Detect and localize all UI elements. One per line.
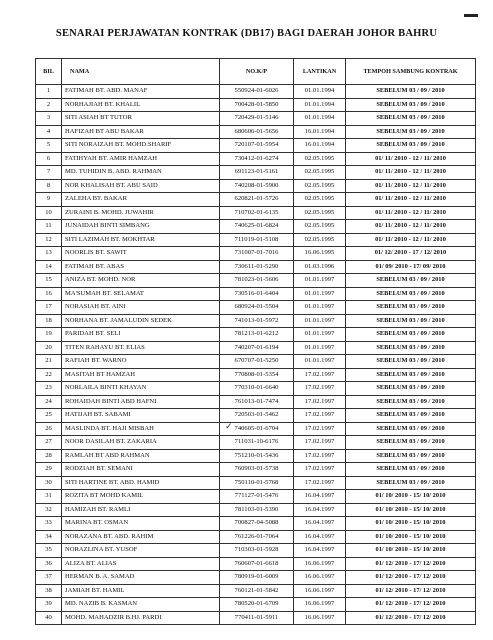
cell-bil: 28 [36,449,62,463]
table-row [36,422,476,436]
table-row [36,85,476,99]
table-row [36,247,476,261]
cell-bil: 12 [36,233,62,247]
cell-nama: RAMLAH BT ABD RAHMAN [62,449,220,463]
cell-bil: 26 [36,422,62,436]
cell-lantikan: 17.02.1997 [294,368,346,382]
cell-tempoh: 01/ 09/ 2010 - 17/ 09/ 2010 [346,260,476,274]
cell-tempoh: 01/ 11/ 2010 - 12 / 11/ 2010 [346,166,476,180]
cell-bil: 27 [36,436,62,450]
cell-lantikan: 01.03.1996 [294,260,346,274]
table-row [36,395,476,409]
cell-tempoh: 01/ 11/ 2010 - 12 / 11/ 2010 [346,220,476,234]
cell-nama: MD. NAZIB B. KASMAN [62,598,220,612]
cell-nokp: 781023-01-5606 [220,274,294,288]
cell-nokp: 761013-01-7474 [220,395,294,409]
cell-lantikan: 16.06.1997 [294,598,346,612]
cell-nama: ZURAINI B. MOHD. JUWAHIR [62,206,220,220]
table-row [36,112,476,126]
cell-tempoh: 01/ 12/ 2010 - 17/ 12/ 2010 [346,571,476,585]
table-row [36,193,476,207]
cell-nokp: 720503-01-5462 [220,409,294,423]
cell-nokp: 760607-01-6618 [220,557,294,571]
header-nokp: NO.K/P [220,59,294,85]
cell-tempoh: SEBELUM 03 / 09 / 2010 [346,436,476,450]
cell-nokp: 720107-01-5954 [220,139,294,153]
cell-lantikan: 02.05.1995 [294,220,346,234]
cell-bil: 13 [36,247,62,261]
cell-nokp: 550924-01-6026 [220,85,294,99]
cell-lantikan: 16.06.1995 [294,247,346,261]
cell-tempoh: SEBELUM 03 / 09 / 2010 [346,112,476,126]
cell-tempoh: SEBELUM 03 / 09 / 2010 [346,139,476,153]
cell-bil: 23 [36,382,62,396]
table-row [36,355,476,369]
cell-tempoh: 01/ 10/ 2010 - 15/ 10/ 2010 [346,503,476,517]
cell-bil: 33 [36,517,62,531]
cell-nama: ANIZA BT. MOHD. NOR [62,274,220,288]
cell-nokp: 700827-04-5088 [220,517,294,531]
cell-nama: ROHAIDAH BINTI ABD HAFNI [62,395,220,409]
cell-lantikan: 01.01.1994 [294,85,346,99]
cell-nama: JAMIAH BT. HAMIL [62,584,220,598]
cell-tempoh: 01/ 12/ 2010 - 17 / 12/ 2010 [346,247,476,261]
table-row [36,382,476,396]
table-row [36,409,476,423]
cell-tempoh: 01/ 11/ 2010 - 12 / 11/ 2010 [346,193,476,207]
cell-tempoh: SEBELUM 03 / 09 / 2010 [346,314,476,328]
cell-nokp: 740208-01-5900 [220,179,294,193]
cell-nokp: 741013-01-5972 [220,314,294,328]
cell-nama: NORAZLINA BT. YUSOF [62,544,220,558]
table-row [36,260,476,274]
cell-bil: 1 [36,85,62,99]
cell-tempoh: SEBELUM 03 / 09 / 2010 [346,98,476,112]
cell-tempoh: 01/ 10/ 2010 - 15/ 10/ 2010 [346,530,476,544]
cell-nokp: 740207-01-6194 [220,341,294,355]
cell-bil: 2 [36,98,62,112]
table-row [36,233,476,247]
cell-lantikan: 01.01.1997 [294,287,346,301]
cell-nama: MASLINDA BT. HAJI MISBAH [62,422,220,436]
table-row [36,368,476,382]
cell-tempoh: SEBELUM 03 / 09 / 2010 [346,449,476,463]
table-header-row [36,59,476,85]
table-row [36,584,476,598]
cell-nama: SITI HARTINE BT. ABD. HAMID [62,476,220,490]
header-nama: NAMA [62,59,220,85]
cell-bil: 31 [36,490,62,504]
cell-tempoh: SEBELUM 03 / 09 / 2010 [346,395,476,409]
cell-nama: NORAZANA BT. ABD. RAHIM [62,530,220,544]
cell-tempoh: 01/ 11/ 2010 - 12 / 11/ 2010 [346,152,476,166]
header-bil: BIL [36,59,62,85]
cell-nokp: 680924-01-5504 [220,301,294,315]
table-row [36,490,476,504]
cell-lantikan: 01.01.1994 [294,112,346,126]
cell-bil: 29 [36,463,62,477]
cell-nama: HAFIZAH BT ABU BAKAR [62,125,220,139]
cell-bil: 38 [36,584,62,598]
cell-nokp: 780520-01-6709 [220,598,294,612]
table-row [36,287,476,301]
table-row [36,179,476,193]
cell-tempoh: 01/ 12/ 2010 - 17/ 12/ 2010 [346,584,476,598]
cell-bil: 3 [36,112,62,126]
cell-lantikan: 16.04.1997 [294,503,346,517]
cell-nama: RAFIAH BT. WARNO [62,355,220,369]
cell-lantikan: 01.01.1997 [294,274,346,288]
header-dash-mark [464,14,478,17]
page-title: SENARAI PERJAWATAN KONTRAK (DB17) BAGI DAERAH JOHOR BAHRU [55,28,438,39]
cell-lantikan: 17.02.1997 [294,382,346,396]
cell-bil: 11 [36,220,62,234]
cell-nama: SITI ASIAH BT TUTOR [62,112,220,126]
cell-nama: FATIMAH BT. ABAS [62,260,220,274]
table-row [36,166,476,180]
cell-nama: NORHANA BT. JAMALUDIN SEDEK [62,314,220,328]
table-row [36,220,476,234]
cell-bil: 25 [36,409,62,423]
cell-lantikan: 01.01.1997 [294,301,346,315]
table-row [36,341,476,355]
cell-lantikan: 17.02.1997 [294,395,346,409]
cell-bil: 14 [36,260,62,274]
cell-tempoh: SEBELUM 03 / 09 / 2010 [346,476,476,490]
table-row [36,98,476,112]
cell-lantikan: 16.04.1997 [294,530,346,544]
cell-nokp: 730516-01-6404 [220,287,294,301]
cell-nama: ROZITA BT MOHD KAMIL [62,490,220,504]
cell-lantikan: 16.01.1994 [294,139,346,153]
cell-lantikan: 16.04.1997 [294,517,346,531]
cell-lantikan: 17.02.1997 [294,476,346,490]
cell-tempoh: SEBELUM 03 / 09 / 2010 [346,287,476,301]
cell-bil: 9 [36,193,62,207]
cell-tempoh: SEBELUM 03 / 09 / 2010 [346,301,476,315]
cell-tempoh: SEBELUM 03 / 09 / 2010 [346,355,476,369]
table-row [36,206,476,220]
cell-nokp: 740605-01-6704 [220,422,294,436]
cell-lantikan: 01.01.1994 [294,98,346,112]
cell-nokp: 760903-01-5738 [220,463,294,477]
cell-nama: MA'SUMAH BT. SELAMAT [62,287,220,301]
cell-bil: 6 [36,152,62,166]
cell-nokp: 750110-01-5768 [220,476,294,490]
cell-nokp: 680606-01-5656 [220,125,294,139]
cell-nama: MD. TUHIDIN B. ABD. RAHMAN [62,166,220,180]
cell-nama: MASITAH BT HAMZAH [62,368,220,382]
cell-nama: HERMAN B. A. SAMAD [62,571,220,585]
cell-nokp: 620821-01-5726 [220,193,294,207]
cell-nama: RODZIAH BT. SEMANI [62,463,220,477]
cell-tempoh: SEBELUM 03 / 09 / 2010 [346,341,476,355]
cell-nama: MOHD. MAHADZIR B.HJ. PARDI [62,611,220,625]
cell-nama: ALIZA BT. ALIAS [62,557,220,571]
cell-tempoh: 01/ 11/ 2010 - 12 / 11/ 2010 [346,179,476,193]
table-row [36,139,476,153]
cell-nokp: 710702-01-6135 [220,206,294,220]
cell-bil: 39 [36,598,62,612]
cell-nokp: 740625-01-6824 [220,220,294,234]
table-row [36,328,476,342]
table-row [36,530,476,544]
cell-tempoh: 01/ 12/ 2010 - 17/ 12/ 2010 [346,611,476,625]
cell-nokp: 771127-01-5476 [220,490,294,504]
table-row [36,611,476,625]
table-row [36,125,476,139]
cell-nokp: 700428-01-5850 [220,98,294,112]
cell-lantikan: 02.05.1995 [294,206,346,220]
cell-bil: 7 [36,166,62,180]
cell-nama: HAMIZAH BT. RAMLI [62,503,220,517]
cell-lantikan: 16.06.1997 [294,557,346,571]
cell-bil: 40 [36,611,62,625]
cell-lantikan: 16.06.1997 [294,571,346,585]
cell-nokp: 711031-10-6176 [220,436,294,450]
table-row [36,517,476,531]
cell-tempoh: SEBELUM 03 / 09 / 2010 [346,85,476,99]
cell-nokp: 751210-01-5436 [220,449,294,463]
cell-bil: 20 [36,341,62,355]
table-row [36,274,476,288]
cell-lantikan: 17.02.1997 [294,449,346,463]
cell-bil: 17 [36,301,62,315]
cell-bil: 21 [36,355,62,369]
cell-tempoh: 01/ 10/ 2010 - 15/ 10/ 2010 [346,490,476,504]
table-row [36,544,476,558]
cell-nokp: 781103-01-5390 [220,503,294,517]
cell-bil: 18 [36,314,62,328]
cell-nokp: 720429-01-5146 [220,112,294,126]
cell-lantikan: 16.01.1994 [294,125,346,139]
cell-nokp: 780919-01-6009 [220,571,294,585]
table-row [36,571,476,585]
cell-lantikan: 16.06.1997 [294,611,346,625]
cell-bil: 22 [36,368,62,382]
cell-bil: 16 [36,287,62,301]
cell-nama: MARINA BT. OSMAN [62,517,220,531]
cell-nama: FATIHYAH BT. AMIR HAMZAH [62,152,220,166]
cell-tempoh: SEBELUM 03 / 09 / 2010 [346,422,476,436]
cell-nama: SITI NORAIZAH BT. MOHD.SHARIF [62,139,220,153]
cell-nokp: 730412-01-6274 [220,152,294,166]
cell-nama: NOOR DASILAH BT. ZAKARIA [62,436,220,450]
cell-lantikan: 16.04.1997 [294,544,346,558]
cell-lantikan: 01.01.1997 [294,341,346,355]
cell-bil: 5 [36,139,62,153]
cell-lantikan: 01.01.1997 [294,314,346,328]
table-row [36,463,476,477]
cell-nama: NORLAILA BINTI KHAYAN [62,382,220,396]
cell-lantikan: 17.02.1997 [294,463,346,477]
table-row [36,598,476,612]
cell-tempoh: SEBELUM 03 / 09 / 2010 [346,382,476,396]
cell-nokp: 731007-01-7016 [220,247,294,261]
cell-lantikan: 02.05.1995 [294,193,346,207]
cell-tempoh: 01/ 12/ 2010 - 17/ 12/ 2010 [346,557,476,571]
cell-nokp: 711019-01-5108 [220,233,294,247]
cell-nokp: 770310-01-6640 [220,382,294,396]
table-row [36,503,476,517]
cell-bil: 32 [36,503,62,517]
cell-lantikan: 02.05.1995 [294,233,346,247]
cell-bil: 19 [36,328,62,342]
cell-nama: ZALEHA BT. BAKAR [62,193,220,207]
cell-nama: SITI LAZIMAH BT. MOKHTAR [62,233,220,247]
cell-bil: 4 [36,125,62,139]
table-row [36,436,476,450]
cell-nokp: 730611-01-5290 [220,260,294,274]
cell-tempoh: SEBELUM 03 / 09 / 2010 [346,274,476,288]
cell-lantikan: 02.05.1995 [294,152,346,166]
cell-bil: 10 [36,206,62,220]
cell-nama: FATIMAH BT. ABD. MANAF [62,85,220,99]
cell-bil: 36 [36,557,62,571]
cell-nama: NORASIAH BT. AINI [62,301,220,315]
cell-nama: NOR KHALISAH BT. ABU SAID [62,179,220,193]
cell-bil: 15 [36,274,62,288]
table-body [36,85,476,625]
cell-nama: PARIDAH BT. SELI [62,328,220,342]
cell-nama: TITEN RAHAYU BT. ELIAS [62,341,220,355]
cell-bil: 35 [36,544,62,558]
handwritten-tick-mark: ✓ [225,421,233,431]
cell-tempoh: SEBELUM 03 / 09 / 2010 [346,125,476,139]
cell-bil: 30 [36,476,62,490]
cell-lantikan: 01.01.1997 [294,355,346,369]
cell-lantikan: 17.02.1997 [294,436,346,450]
table-row [36,314,476,328]
cell-nama: HATIJAH BT. SABAMI [62,409,220,423]
cell-nokp: 691123-01-5161 [220,166,294,180]
table-row [36,557,476,571]
cell-nokp: 770411-01-5911 [220,611,294,625]
cell-lantikan: 16.06.1997 [294,584,346,598]
cell-bil: 37 [36,571,62,585]
cell-nokp: 761226-01-7064 [220,530,294,544]
cell-tempoh: SEBELUM 03 / 09 / 2010 [346,409,476,423]
cell-nokp: 781213-01-6212 [220,328,294,342]
cell-lantikan: 02.05.1995 [294,166,346,180]
cell-bil: 8 [36,179,62,193]
staff-table [35,58,476,625]
cell-nama: JUNAIDAH BINTI SIMBANG [62,220,220,234]
cell-nama: NORHAJIAH BT. KHALIL [62,98,220,112]
cell-bil: 24 [36,395,62,409]
cell-tempoh: 01/ 10/ 2010 - 15/ 10/ 2010 [346,517,476,531]
cell-tempoh: 01/ 11/ 2010 - 12 / 11/ 2010 [346,233,476,247]
cell-tempoh: 01/ 11/ 2010 - 12 / 11/ 2010 [346,206,476,220]
cell-bil: 34 [36,530,62,544]
header-tempoh: TEMPOH SAMBUNG KONTRAK [346,59,476,85]
cell-lantikan: 16.04.1997 [294,490,346,504]
cell-tempoh: SEBELUM 03 / 09 / 2010 [346,328,476,342]
cell-lantikan: 17.02.1997 [294,409,346,423]
cell-nokp: 670707-01-5250 [220,355,294,369]
cell-tempoh: SEBELUM 03 / 09 / 2010 [346,368,476,382]
cell-nokp: 710303-01-5928 [220,544,294,558]
cell-tempoh: 01/ 12/ 2010 - 17/ 12/ 2010 [346,598,476,612]
cell-lantikan: 17.02.1997 [294,422,346,436]
table-row [36,301,476,315]
cell-nokp: 760121-01-5842 [220,584,294,598]
cell-tempoh: 01/ 10/ 2010 - 15/ 10/ 2010 [346,544,476,558]
cell-nama: NOORLIS BT. SAWIT [62,247,220,261]
table-row [36,152,476,166]
table-row [36,449,476,463]
cell-lantikan: 01.01.1997 [294,328,346,342]
table-row [36,476,476,490]
header-lantikan: LANTIKAN [294,59,346,85]
cell-lantikan: 02.05.1995 [294,179,346,193]
cell-nokp: 770808-01-5354 [220,368,294,382]
cell-tempoh: SEBELUM 03 / 09 / 2010 [346,463,476,477]
